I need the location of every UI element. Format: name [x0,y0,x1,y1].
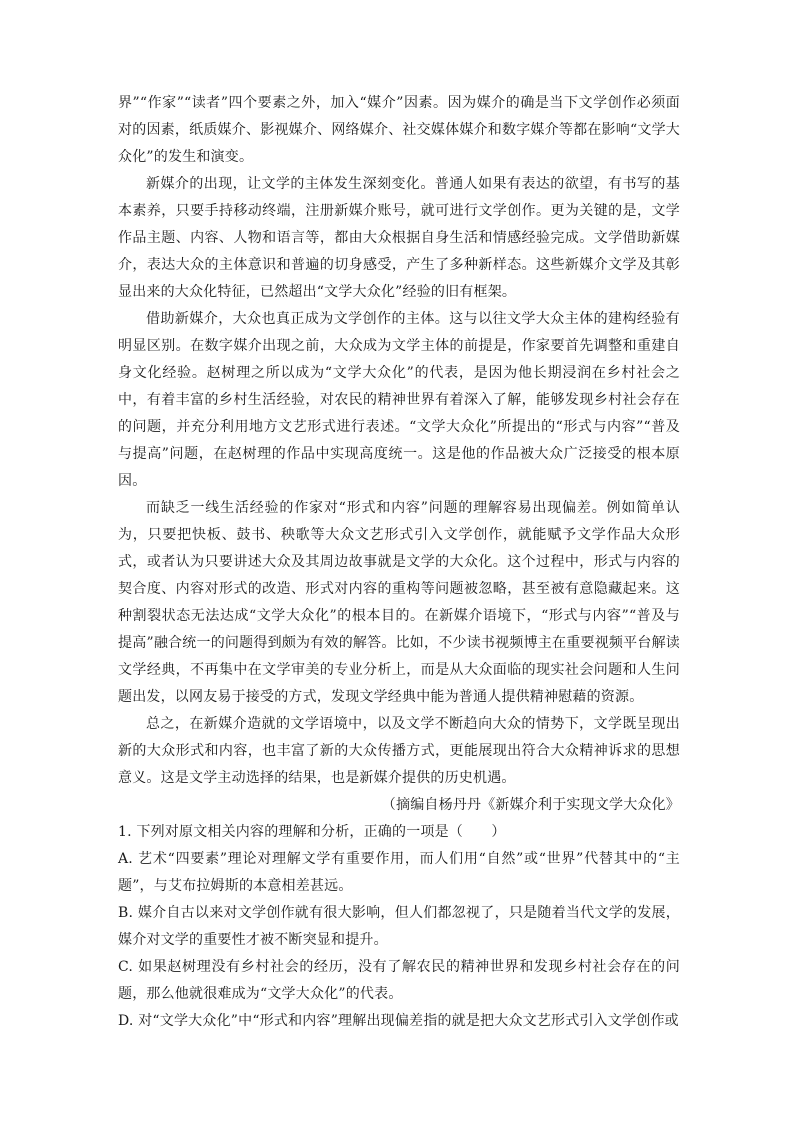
article-paragraph-5: 总之，在新媒介造就的文学语境中，以及文学不断趋向大众的情势下，文学既呈现出新的大众形式和内容，也丰富了新的大众传播方式，更能展现出符合大众精神诉求的思想意义。这是文学主动选择的结果，也是新媒介提供的历史机遇。 [118,716,680,786]
option-d: D. 对“文学大众化”中“形式和内容”理解出现偏差指的就是把大众文艺形式引入文学创作或 [118,1013,679,1029]
article-source: （摘编自杨丹丹《新媒介利于实现文学大众化》 [381,797,680,813]
option-c: C. 如果赵树理没有乡村社会的经历，没有了解农民的精神世界和发现乡村社会存在的问题，那么他就很难成为“文学大众化”的代表。 [118,959,680,1002]
article-paragraph-3: 借助新媒介，大众也真正成为文学创作的主体。这与以往文学大众主体的建构经验有明显区别。在数字媒介出现之前，大众成为文学主体的前提是，作家要首先调整和重建自身文化经验。赵树理之所以成为“文学大众化”的代表，是因为他长期浸润在乡村社会之中，有着丰富的乡村生活经验，对农民的精神世界有着深入了解，能够发现乡村社会存在的问题，并充分利用地方文艺形式进行表述。“文学大众化”所提出的“形式与内容”“普及与提高”问题，在赵树理的作品中实现高度统一。这是他的作品被大众广泛接受的根本原因。 [118,311,680,489]
article-paragraph-2: 新媒介的出现，让文学的主体发生深刻变化。普通人如果有表达的欲望，有书写的基本素养，只要手持移动终端，注册新媒介账号，就可进行文学创作。更为关键的是，文学作品主题、内容、人物和语言等，都由大众根据自身生活和情感经验完成。文学借助新媒介，表达大众的主体意识和普遍的切身感受，产生了多种新样态。这些新媒介文学及其彰显出来的大众化特征，已然超出“文学大众化”经验的旧有框架。 [118,176,680,300]
question-stem: 1. 下列对原文相关内容的理解和分析，正确的一项是（ ） [118,824,506,840]
option-b: B. 媒介自古以来对文学创作就有很大影响，但人们都忽视了，只是随着当代文学的发展，媒介对文学的重要性才被不断突显和提升。 [118,905,680,948]
option-a: A. 艺术“四要素”理论对理解文学有重要作用，而人们用“自然”或“世界”代替其中的“主题”，与艾布拉姆斯的本意相差甚远。 [118,851,680,894]
article-paragraph-1: 界”“作家”“读者”四个要素之外，加入“媒介”因素。因为媒介的确是当下文学创作必须面对的因素，纸质媒介、影视媒介、网络媒介、社交媒体媒介和数字媒介等都在影响“文学大众化”的发生和演变。 [118,95,680,165]
article-paragraph-4: 而缺乏一线生活经验的作家对“形式和内容”问题的理解容易出现偏差。例如简单认为，只要把快板、鼓书、秧歌等大众文艺形式引入文学创作，就能赋予文学作品大众形式，或者认为只要讲述大众及其周边故事就是文学的大众化。这个过程中，形式与内容的契合度、内容对形式的改造、形式对内容的重构等问题被忽略，甚至被有意隐藏起来。这种割裂状态无法达成“文学大众化”的根本目的。在新媒介语境下，“形式与内容”“普及与提高”融合统一的问题得到颇为有效的解答。比如，不少读书视频博主在重要视频平台解读文学经典，不再集中在文学审美的专业分析上，而是从大众面临的现实社会问题和人生问题出发，以网友易于接受的方式，发现文学经典中能为普通人提供精神慰藉的资源。 [118,500,680,705]
document-page [118,90,680,1035]
